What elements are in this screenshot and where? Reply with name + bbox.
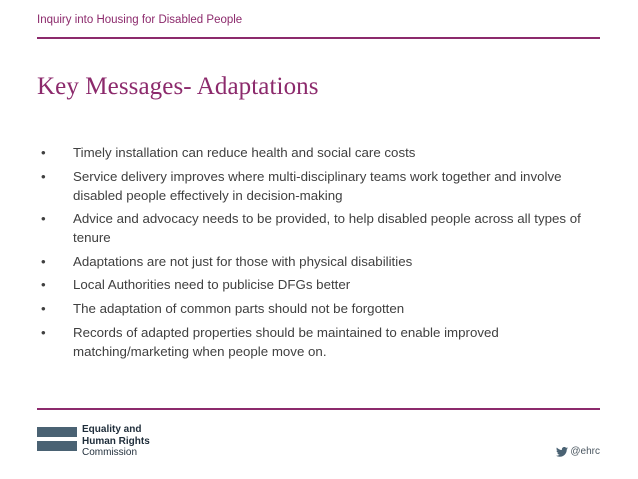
bullet-dot: • — [41, 324, 46, 340]
logo-bar-icon — [37, 441, 77, 451]
bullet-dot: • — [41, 277, 46, 293]
logo-bar-icon — [37, 427, 77, 437]
bullet-item — [41, 209, 581, 247]
bullet-dot: • — [41, 211, 46, 227]
footer-divider — [37, 408, 600, 410]
bullet-item — [41, 323, 581, 361]
twitter-bird-icon — [556, 447, 568, 457]
twitter-handle — [556, 446, 600, 457]
bullet-item — [41, 252, 581, 271]
logo-line: Human Rights — [82, 435, 150, 447]
bullet-dot: • — [41, 168, 46, 184]
bullet-text: Service delivery improves where multi-disciplinary teams work together and involve disabled people effectively in decision-making — [73, 168, 562, 203]
bullet-dot: • — [41, 253, 46, 269]
bullet-list — [41, 143, 581, 365]
bullet-text: Records of adapted properties should be maintained to enable improved matching/marketing when people move on. — [73, 324, 499, 359]
bullet-text: Timely installation can reduce health and social care costs — [73, 145, 416, 160]
bullet-dot: • — [41, 300, 46, 316]
ehrc-logo — [37, 424, 197, 460]
bullet-item — [41, 167, 581, 205]
bullet-text: Advice and advocacy needs to be provided, to help disabled people across all types of tenure — [73, 211, 581, 246]
logo-wordmark — [82, 424, 150, 459]
deck-header-title: Inquiry into Housing for Disabled People — [37, 14, 243, 26]
bullet-item — [41, 143, 581, 162]
slide-title: Key Messages- Adaptations — [37, 73, 319, 100]
bullet-text: Local Authorities need to publicise DFGs better — [73, 277, 351, 293]
bullet-text: Adaptations are not just for those with physical disabilities — [73, 253, 413, 269]
bullet-item — [41, 299, 581, 318]
twitter-handle-text: @ehrc — [570, 446, 600, 457]
bullet-text: The adaptation of common parts should not be forgotten — [73, 300, 405, 316]
bullet-item — [41, 275, 581, 294]
logo-line: Equality and — [82, 424, 142, 435]
bullet-dot: • — [41, 145, 46, 160]
header-divider — [37, 37, 600, 39]
logo-line: Commission — [82, 447, 138, 458]
